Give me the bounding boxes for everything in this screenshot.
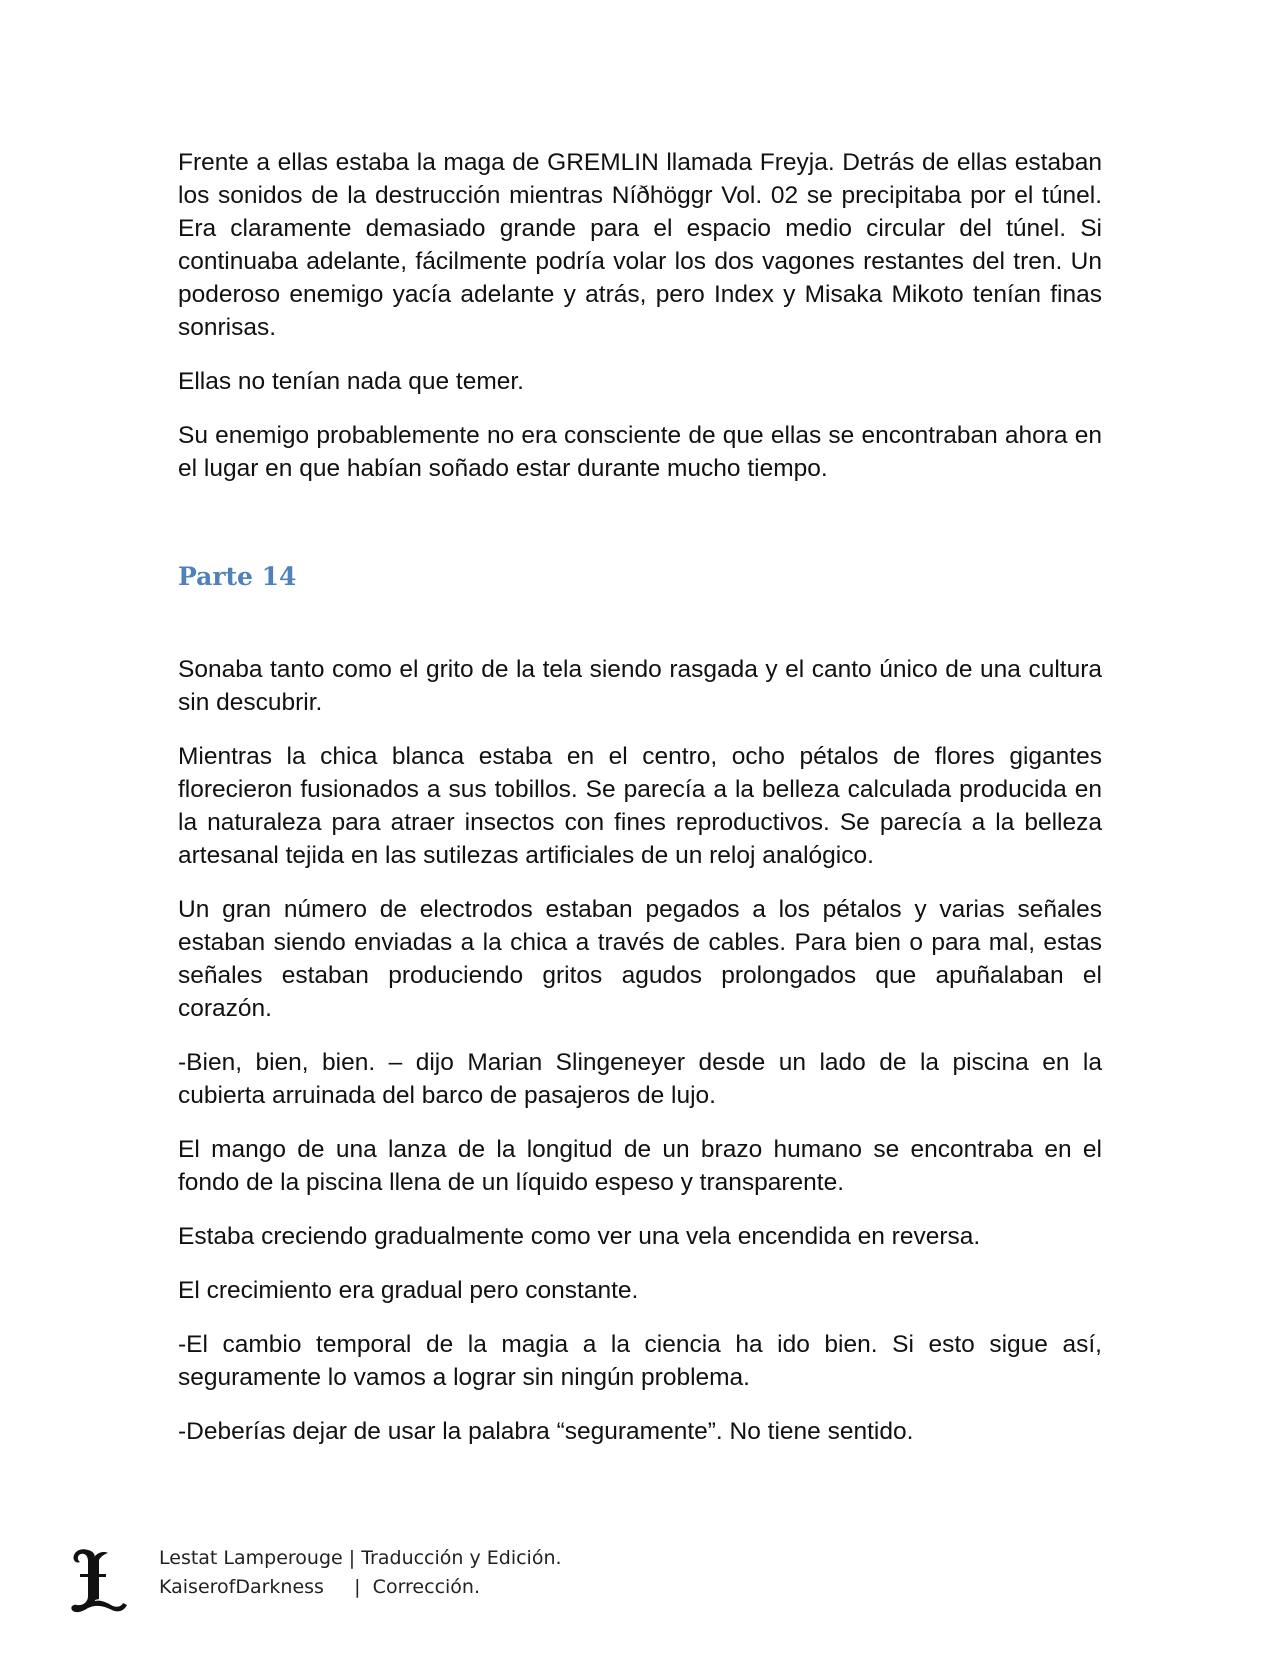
paragraph: Mientras la chica blanca estaba en el centro, ocho pétalos de flores gigantes florecieron fusionados a sus tobillos. Se parecía a la belleza calculada producida en la naturaleza para atraer insectos con fines reproductivos. Se parecía a la belleza artesanal tejida en las sutilezas artificiales de un reloj analógico. [178,743,1102,869]
credit-name: Lestat Lamperouge [159,1547,343,1569]
paragraph: Sonaba tanto como el grito de la tela siendo rasgada y el canto único de una cultura sin descubrir. [178,656,1102,716]
credit-separator: | [354,1576,361,1598]
paragraph: Su enemigo probablemente no era consciente de que ellas se encontraban ahora en el lugar en que habían soñado estar durante mucho tiempo. [178,422,1102,482]
paragraph: -Bien, bien, bien. – dijo Marian Slingeneyer desde un lado de la piscina en la cubierta arruinada del barco de pasajeros de lujo. [178,1049,1102,1109]
credit-name: KaiserofDarkness [159,1576,324,1598]
footer-credits [159,1544,562,1602]
page-footer [66,1544,766,1624]
section-2-body [178,653,1102,1469]
paragraph: El mango de una lanza de la longitud de un brazo humano se encontraba en el fondo de la piscina llena de un líquido espeso y transparente. [178,1136,1102,1196]
credit-line [159,1544,562,1573]
credit-line [159,1573,562,1602]
l-logo-icon [66,1544,130,1616]
paragraph: Un gran número de electrodos estaban pegados a los pétalos y varias señales estaban siendo enviadas a la chica a través de cables. Para bien o para mal, estas señales estaban produciendo gritos agudos prolongados que apuñalaban el corazón. [178,896,1102,1022]
credit-role: Traducción y Edición. [361,1547,562,1569]
credit-separator: | [348,1547,356,1569]
paragraph: Frente a ellas estaba la maga de GREMLIN llamada Freyja. Detrás de ellas estaban los sonidos de la destrucción mientras Níðhöggr Vol. 02 se precipitaba por el túnel. Era claramente demasiado grande para el espacio medio circular del túnel. Si continuaba adelante, fácilmente podría volar los dos vagones restantes del tren. Un poderoso enemigo yacía adelante y atrás, pero Index y Misaka Mikoto tenían finas sonrisas. [178,149,1102,341]
paragraph: -El cambio temporal de la magia a la ciencia ha ido bien. Si esto sigue así, seguramente lo vamos a lograr sin ningún problema. [178,1331,1102,1391]
paragraph: -Deberías dejar de usar la palabra “seguramente”. No tiene sentido. [178,1418,914,1445]
credit-role: Corrección. [372,1576,481,1598]
paragraph: Ellas no tenían nada que temer. [178,368,524,395]
paragraph: El crecimiento era gradual pero constante. [178,1277,639,1304]
section-heading: Parte 14 [178,562,297,591]
paragraph: Estaba creciendo gradualmente como ver una vela encendida en reversa. [178,1223,981,1250]
section-1-body [178,146,1102,506]
